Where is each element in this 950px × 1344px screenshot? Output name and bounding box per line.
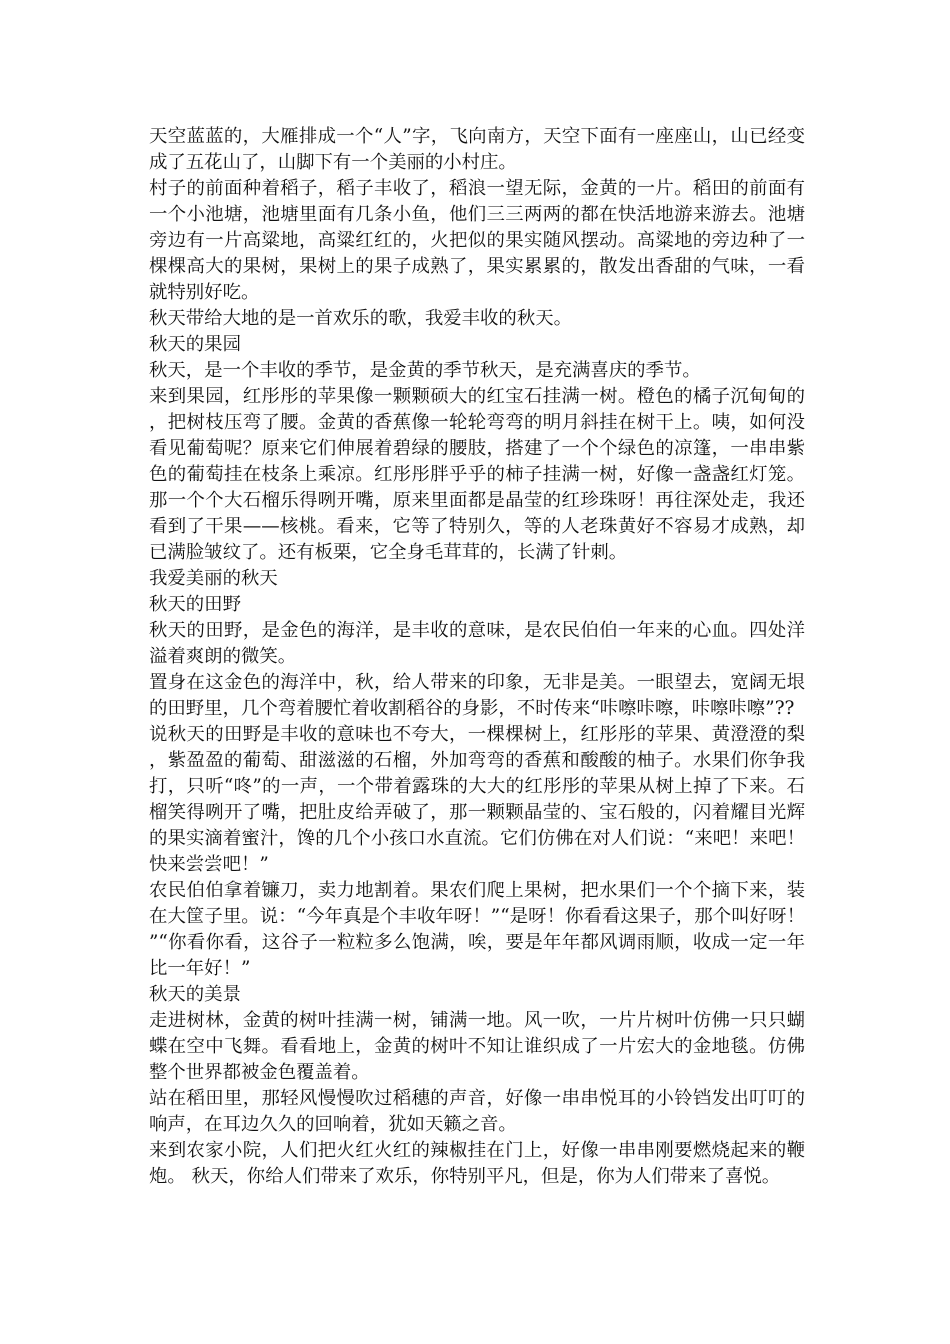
paragraph: 农民伯伯拿着镰刀，卖力地割着。果农们爬上果树，把水果们一个个摘下来，装在大筐子里。说：“今年真是个丰收年呀！”“是呀！你看看这果子，那个叫好呀！”“你看你看，这谷子一粒粒多么饱满，唉，要是年年都风调雨顺，收成一定一年比一年好！” (149, 880, 805, 979)
paragraph: 秋天的田野，是金色的海洋，是丰收的意味，是农民伯伯一年来的心血。四处洋溢着爽朗的微笑。 (149, 620, 805, 667)
paragraph: 秋天，是一个丰收的季节，是金黄的季节秋天，是充满喜庆的季节。 (149, 360, 701, 381)
paragraph: 天空蓝蓝的，大雁排成一个“人”字，飞向南方，天空下面有一座座山，山已经变成了五花山了，山脚下有一个美丽的小村庄。 (149, 126, 805, 173)
section-heading: 秋天的美景 (149, 984, 241, 1005)
document-body (149, 124, 805, 1190)
paragraph: 置身在这金色的海洋中，秋，给人带来的印象，无非是美。一眼望去，宽阔无垠的田野里，几个弯着腰忙着收割稻谷的身影，不时传来“咔嚓咔嚓，咔嚓咔嚓”?? (149, 672, 805, 719)
paragraph: 村子的前面种着稻子，稻子丰收了，稻浪一望无际，金黄的一片。稻田的前面有一个小池塘，池塘里面有几条小鱼，他们三三两两的都在快活地游来游去。池塘旁边有一片高粱地，高粱红红的，火把似的果实随风摆动。高粱地的旁边种了一棵棵高大的果树，果树上的果子成熟了，果实累累的，散发出香甜的气味，一看就特别好吃。 (149, 178, 805, 303)
paragraph: 来到农家小院，人们把火红火红的辣椒挂在门上，好像一串串刚要燃烧起来的鞭炮。 秋天，你给人们带来了欢乐，你特别平凡，但是，你为人们带来了喜悦。 (149, 1140, 805, 1187)
paragraph: 站在稻田里，那轻风慢慢吹过稻穗的声音，好像一串串悦耳的小铃铛发出叮叮的响声，在耳边久久的回响着，犹如天籁之音。 (149, 1088, 805, 1135)
paragraph: 来到果园，红彤彤的苹果像一颗颗硕大的红宝石挂满一树。橙色的橘子沉甸甸的，把树枝压弯了腰。金黄的香蕉像一轮轮弯弯的明月斜挂在树干上。咦，如何没看见葡萄呢？原来它们伸展着碧绿的腰肢，搭建了一个个绿色的凉篷，一串串紫色的葡萄挂在枝条上乘凉。红彤彤胖乎乎的柿子挂满一树，好像一盏盏红灯笼。那一个个大石榴乐得咧开嘴，原来里面都是晶莹的红珍珠呀！再往深处走，我还看到了干果——核桃。看来，它等了特别久，等的人老珠黄好不容易才成熟，却已满脸皱纹了。还有板栗，它全身毛茸茸的，长满了针刺。 (149, 386, 805, 563)
paragraph: 说秋天的田野是丰收的意味也不夸大，一棵棵树上，红彤彤的苹果、黄澄澄的梨，紫盈盈的葡萄、甜滋滋的石榴，外加弯弯的香蕉和酸酸的柚子。水果们你争我打，只听“咚”的一声，一个带着露珠的大大的红彤彤的苹果从树上掉了下来。石榴笑得咧开了嘴，把肚皮给弄破了，那一颗颗晶莹的、宝石般的，闪着耀目光辉的果实滴着蜜汁，馋的几个小孩口水直流。它们仿佛在对人们说：“来吧！来吧！快来尝尝吧！” (149, 724, 805, 875)
section-heading: 秋天的田野 (149, 594, 241, 615)
section-heading: 我爱美丽的秋天 (149, 568, 278, 589)
section-heading: 秋天的果园 (149, 334, 241, 355)
paragraph: 走进树林，金黄的树叶挂满一树，铺满一地。风一吹，一片片树叶仿佛一只只蝴蝶在空中飞舞。看看地上，金黄的树叶不知让谁织成了一片宏大的金地毯。仿佛整个世界都被金色覆盖着。 (149, 1010, 805, 1083)
paragraph: 秋天带给大地的是一首欢乐的歌，我爱丰收的秋天。 (149, 308, 572, 329)
